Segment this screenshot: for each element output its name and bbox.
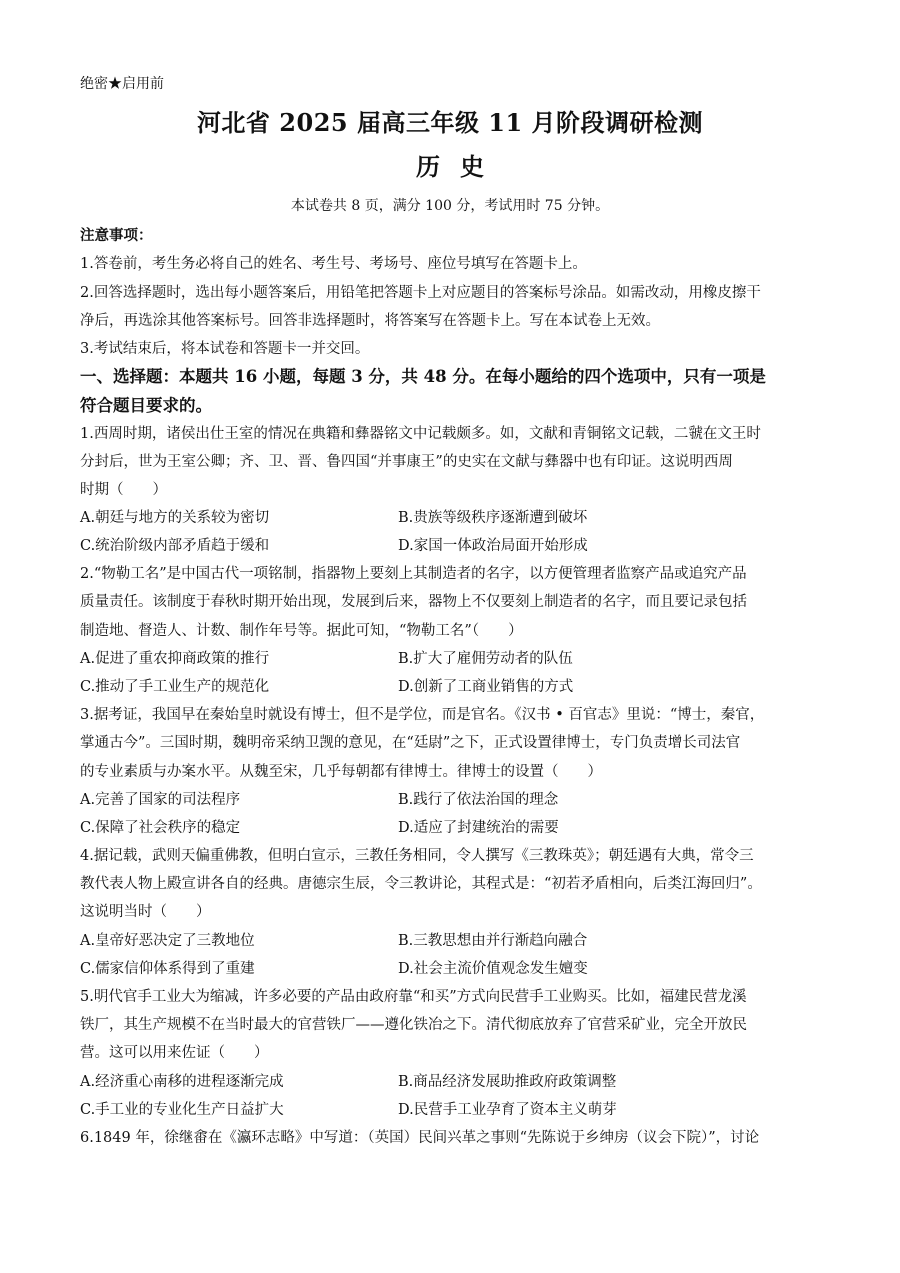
- question-3-option-c: C.保障了社会秩序的稳定: [80, 820, 241, 836]
- question-5-option-b: B.商品经济发展助推政府政策调整: [398, 1074, 617, 1090]
- question-4-option-b: B.三教思想由并行渐趋向融合: [398, 933, 588, 949]
- question-5-text: 铁厂，其生产规模不在当时最大的官营铁厂——遵化铁冶之下。清代彻底放弃了官营采矿业，完全开放民: [80, 1017, 747, 1033]
- notice-heading: 注意事项：: [80, 227, 153, 244]
- question-2-text: 2.“物勒工名”是中国古代一项铭制，指器物上要刻上其制造者的名字，以方便管理者监察产品或追究产品: [80, 566, 747, 582]
- notice-item-3: 3.考试结束后，将本试卷和答题卡一并交回。: [80, 341, 370, 357]
- notice-item-2: 2.回答选择题时，选出每小题答案后，用铅笔把答题卡上对应题目的答案标号涂品。如需改动，用橡皮擦干: [80, 285, 761, 301]
- question-4-text: 这说明当时（ ）: [80, 904, 211, 920]
- question-2-option-d: D.创新了工商业销售的方式: [398, 679, 574, 695]
- question-4-text: 教代表人物上殿宣讲各自的经典。唐德宗生辰，令三教讲论，其程式是：“初若矛盾相向，后类江海回归”。: [80, 876, 762, 892]
- subject-title: 历史: [416, 152, 504, 181]
- exam-title: 河北省 2025 届高三年级 11 月阶段调研检测: [196, 108, 704, 137]
- question-3-text: 掌通古今”。三国时期，魏明帝采纳卫觊的意见，在“廷尉”之下，正式设置律博士，专门负责增长司法官: [80, 735, 741, 751]
- question-4-option-a: A.皇帝好恶决定了三教地位: [80, 933, 255, 949]
- question-1-text: 1.西周时期，诸侯出仕王室的情况在典籍和彝器铭文中记载颇多。如，文献和青铜铭文记载，二虢在文王时: [80, 426, 761, 442]
- question-1-option-d: D.家国一体政治局面开始形成: [398, 538, 588, 554]
- question-4-option-d: D.社会主流价值观念发生嬗变: [398, 961, 588, 977]
- section-heading-cont: 符合题目要求的。: [80, 396, 212, 415]
- question-4-text: 4.据记载，武则天偏重佛教，但明白宣示，三教任务相同，令人撰写《三教珠英》；朝廷遇有大典，常令三: [80, 848, 754, 864]
- question-5-option-d: D.民营手工业孕育了资本主义萌芽: [398, 1102, 617, 1118]
- question-2-option-c: C.推动了手工业生产的规范化: [80, 679, 270, 695]
- confidential-label: 绝密★启用前: [80, 76, 164, 92]
- question-1-option-c: C.统治阶级内部矛盾趋于缓和: [80, 538, 270, 554]
- exam-info: 本试卷共 8 页，满分 100 分，考试用时 75 分钟。: [290, 198, 610, 214]
- question-2-option-b: B.扩大了雇佣劳动者的队伍: [398, 651, 573, 667]
- question-3-text: 3.据考证，我国早在秦始皇时就设有博士，但不是学位，而是官名。《汉书 • 百官志》里说：“博士，秦官，: [80, 707, 765, 723]
- question-1-text: 时期（ ）: [80, 482, 167, 498]
- question-1-option-a: A.朝廷与地方的关系较为密切: [80, 510, 270, 526]
- section-heading: 一、选择题：本题共 16 小题，每题 3 分，共 48 分。在每小题给的四个选项中，只有一项是: [80, 367, 766, 386]
- question-4-option-c: C.儒家信仰体系得到了重建: [80, 961, 255, 977]
- question-3-option-d: D.适应了封建统治的需要: [398, 820, 559, 836]
- question-2-text: 质量责任。该制度于春秋时期开始出现，发展到后来，器物上不仅要刻上制造者的名字，而且要记录包括: [80, 594, 747, 610]
- question-1-text: 分封后，世为王室公卿；齐、卫、晋、鲁四国“并事康王”的史实在文献与彝器中也有印证。这说明西周: [80, 454, 733, 470]
- question-3-option-b: B.践行了依法治国的理念: [398, 792, 559, 808]
- question-3-text: 的专业素质与办案水平。从魏至宋，几乎每朝都有律博士。律博士的设置（ ）: [80, 764, 602, 780]
- question-6-text: 6.1849 年，徐继畬在《瀛环志略》中写道：（英国）民间兴革之事则“先陈说于乡绅房（议会下院）”，讨论: [80, 1130, 760, 1146]
- question-5-option-a: A.经济重心南移的进程逐渐完成: [80, 1074, 284, 1090]
- question-5-text: 营。这可以用来佐证（ ）: [80, 1045, 269, 1061]
- question-5-option-c: C.手工业的专业化生产日益扩大: [80, 1102, 284, 1118]
- notice-item-1: 1.答卷前，考生务必将自己的姓名、考生号、考场号、座位号填写在答题卡上。: [80, 256, 587, 272]
- question-2-text: 制造地、督造人、计数、制作年号等。据此可知，“物勒工名”（ ）: [80, 623, 523, 639]
- question-1-option-b: B.贵族等级秩序逐渐遭到破坏: [398, 510, 588, 526]
- question-3-option-a: A.完善了国家的司法程序: [80, 792, 241, 808]
- question-5-text: 5.明代官手工业大为缩减，许多必要的产品由政府靠“和买”方式向民营手工业购买。比如，福建民营龙溪: [80, 989, 747, 1005]
- question-2-option-a: A.促进了重农抑商政策的推行: [80, 651, 270, 667]
- notice-item-2-cont: 净后，再选涂其他答案标号。回答非选择题时，将答案写在答题卡上。写在本试卷上无效。: [80, 313, 660, 329]
